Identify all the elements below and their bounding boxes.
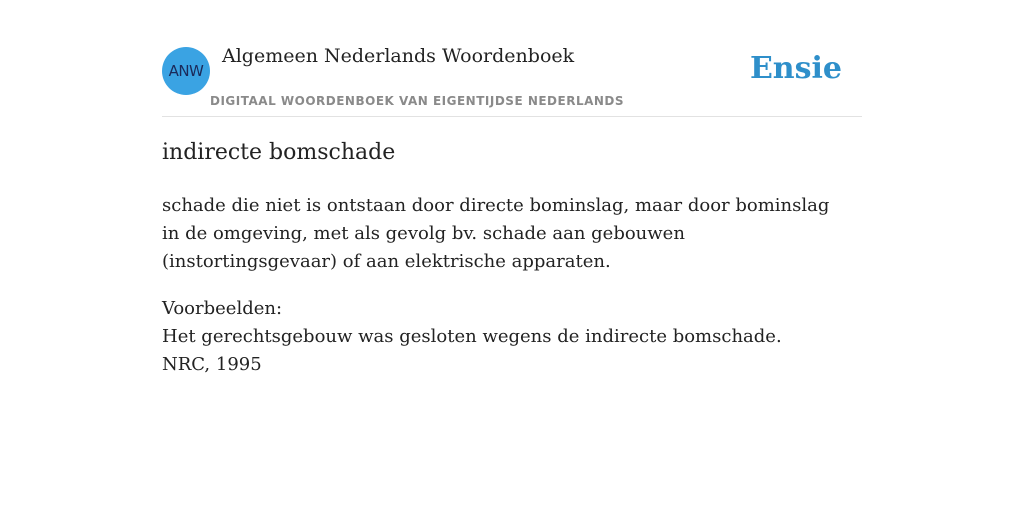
ensie-brand-link[interactable]: Ensie (749, 51, 842, 86)
entry-definition: schade die niet is ontstaan door directe bominslag, maar door bominslag in de omgeving, met als gevolg bv. schade aan gebouwen (instortingsgevaar) of aan elektrische apparaten. (162, 195, 830, 272)
anw-logo[interactable] (162, 47, 210, 95)
site-title[interactable]: Algemeen Nederlands Woordenboek (222, 45, 575, 67)
examples-label: Voorbeelden: (162, 298, 283, 319)
example-sentence: Het gerechtsgebouw was gesloten wegens de indirecte bomschade. (162, 326, 782, 347)
site-tagline: DIGITAAL WOORDENBOEK VAN EIGENTIJDSE NEDERLANDS (210, 94, 625, 108)
examples-block (162, 295, 852, 379)
example-source: NRC, 1995 (162, 354, 262, 375)
page-container (162, 0, 862, 375)
anw-logo-text: ANW (168, 62, 204, 80)
entry-title: indirecte bomschade (162, 140, 396, 165)
header (162, 0, 862, 117)
